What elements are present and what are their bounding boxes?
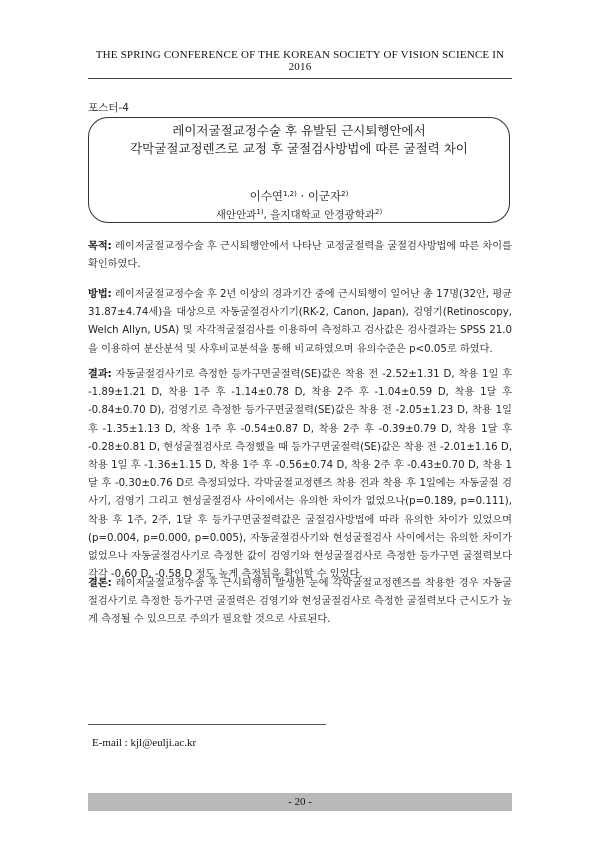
affiliation-mark: 2) bbox=[375, 208, 383, 216]
methods-text: 레이저굴절교정수술 후 2년 이상의 경과기간 중에 근시퇴행이 일어난 총 17명(32안, 평균 31.87±4.74세)을 대상으로 자동굴절검사기기(RK-2, Canon, Japan), 검영기(Retinoscopy, Welch Allyn, USA) 및 자각적굴절검사를 이용하여 측정하고 검사값은 검사결과는 SPSS 21.0을 이용하여 분산분석 및 사후비교분석을 통해 비교하였으며 유의수준은 p<0.05로 하였다. bbox=[88, 289, 512, 355]
title-box bbox=[88, 117, 510, 223]
page-number: - 20 - bbox=[88, 793, 512, 811]
methods-heading: 방법: bbox=[88, 289, 112, 300]
conclusion-heading: 결론: bbox=[88, 578, 112, 589]
results-heading: 결과: bbox=[88, 369, 112, 380]
contact-email: E-mail : kjl@eulji.ac.kr bbox=[92, 737, 197, 749]
affiliations bbox=[89, 204, 509, 223]
footnote-divider bbox=[88, 724, 326, 725]
conference-header: THE SPRING CONFERENCE OF THE KOREAN SOCIETY OF VISION SCIENCE IN 2016 bbox=[95, 49, 505, 73]
purpose-text: 레이저굴절교정수술 후 근시퇴행안에서 나타난 교정굴절력을 굴절검사방법에 따른 차이를 확인하였다. bbox=[88, 241, 512, 271]
title-line-2: 각막굴절교정렌즈로 교정 후 굴절검사방법에 따른 굴절력 차이 bbox=[130, 141, 468, 156]
poster-label: 포스터-4 bbox=[88, 102, 129, 114]
methods-section bbox=[88, 286, 512, 359]
purpose-section bbox=[88, 238, 512, 274]
authors bbox=[89, 186, 509, 204]
affiliation-name: 을지대학교 안경광학과 bbox=[270, 209, 376, 221]
affiliation-mark: 1) bbox=[256, 208, 264, 216]
author-separator: · bbox=[296, 189, 308, 203]
results-section bbox=[88, 366, 512, 584]
author-name: 이수연 bbox=[249, 189, 283, 203]
affiliation-name: 새안안과 bbox=[215, 209, 257, 221]
results-text: 자동굴절검사기로 측정한 등가구면굴절력(SE)값은 착용 전 -2.52±1.31 D, 착용 1일 후 -1.89±1.21 D, 착용 1주 후 -1.14±0.78 D, 착용 2주 후 -1.04±0.59 D, 착용 1달 후 -0.84±0.70 D), 검영기로 측정한 등가구면굴절력(SE)값은 착용 전 -2.05±1.23 D, 착용 1일 후 -1.35±1.13 D, 착용 1주 후 -0.54±0.87 D, 착용 2주 후 -0.39±0.79 D, 착용 1달 후 -0.28±0.81 D, 현성굴절검사로 측정했을 때 등가구면굴절력(SE)값은 착용 전 -2.01±1.16 D, 착용 1일 후 -1.36±1.15 D, 착용 1주 후 -0.56±0.74 D, 착용 2주 후 -0.43±0.70 D, 착용 1달 후 -0.30±0.76 D로 측정되었다. 각막굴절교정렌즈 착용 전과 착용 후 1일에는 자동굴절 검사기, 검영기 그리고 현성굴절검사 사이에서는 유의한 차이가 없었으나(p=0.189, p=0.111), 착용 후 1주, 2주, 1달 후 등가구면굴절력값은 굴절검사방법에 따라 유의한 차이가 있었으며(p=0.004, p=0.000, p=0.005), 자동굴절검사기와 현성굴절검사 사이에서는 유의한 차이가 없었으나 자동굴절검사기로 측정한 값이 검영기와 현성굴절검사로 측정한 등가구면 굴절력보다 각각 -0.60 D, -0.58 D 정도 높게 측정됨을 확인할 수 있었다. bbox=[88, 369, 512, 581]
author-affiliation-mark: 1,2) bbox=[282, 190, 297, 198]
affiliation-separator: , bbox=[263, 209, 271, 221]
purpose-heading: 목적: bbox=[88, 241, 112, 252]
conclusion-text: 레이저굴절교정수술 후 근시퇴행이 발생한 눈에 각막굴절교정렌즈를 착용한 경우 자동굴절검사기로 측정한 등가구면 굴절력은 검영기와 현성굴절검사로 측정한 굴절력보다 근시도가 높게 측정될 수 있으므로 주의가 필요할 것으로 사료된다. bbox=[88, 578, 512, 626]
header-divider bbox=[88, 78, 512, 79]
conclusion-section bbox=[88, 575, 512, 630]
title-line-1: 레이저굴절교정수술 후 유발된 근시퇴행안에서 bbox=[172, 123, 426, 138]
author-name: 이군자 bbox=[307, 189, 342, 203]
author-affiliation-mark: 2) bbox=[341, 190, 349, 198]
